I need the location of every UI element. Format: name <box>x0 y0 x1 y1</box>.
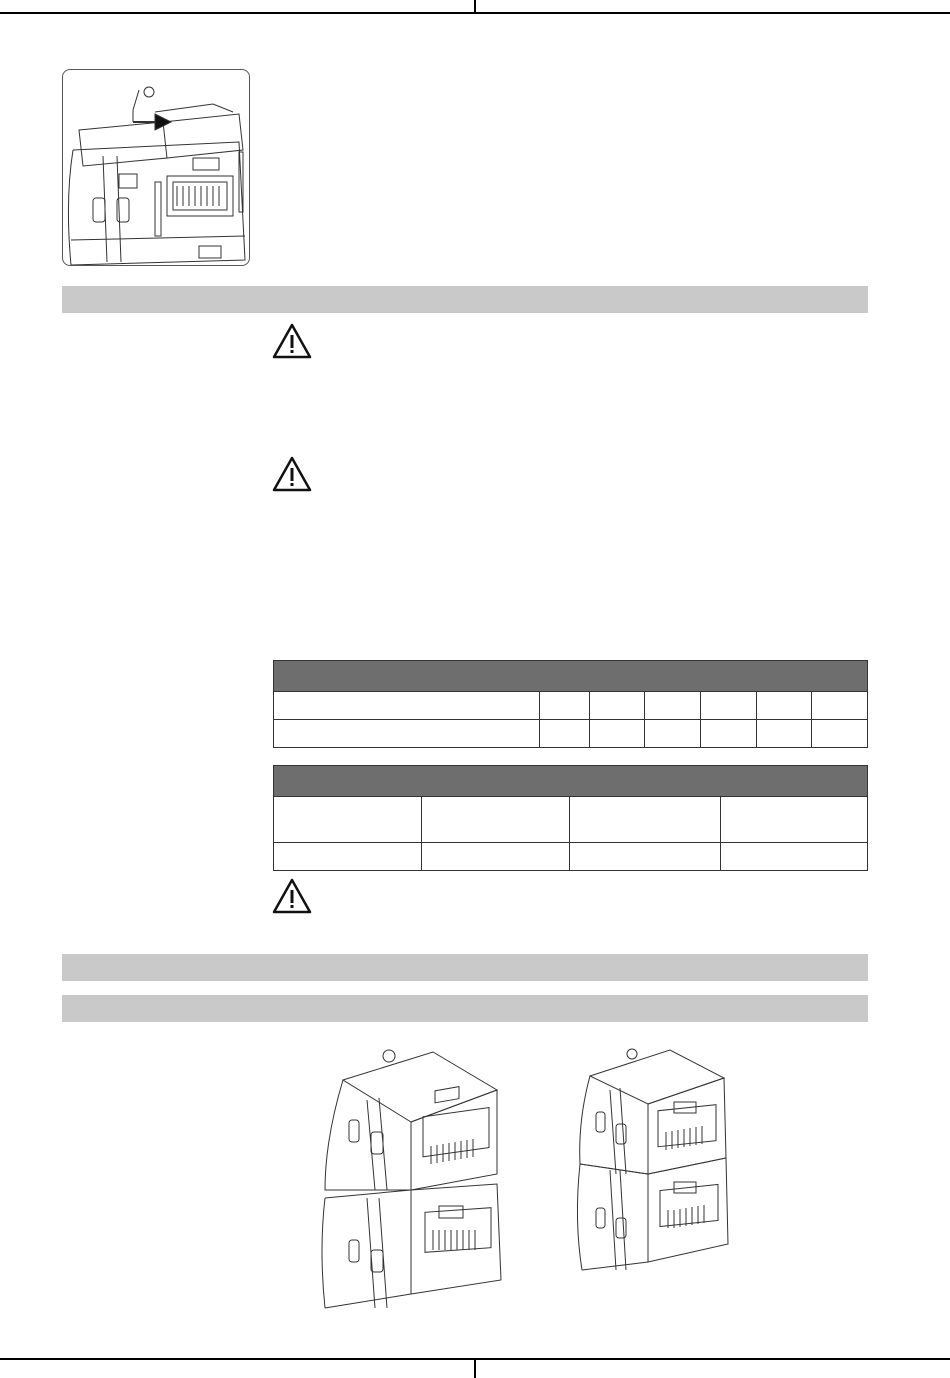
section-bar-2 <box>62 954 868 981</box>
warning-triangle-icon <box>272 456 312 492</box>
two-stacked-speakers-angled <box>315 1040 515 1320</box>
speaker-rigging-pin-illustration <box>63 70 249 265</box>
table-2 <box>273 765 868 871</box>
warning-triangle-icon <box>272 323 312 359</box>
table-1 <box>273 660 868 748</box>
table-row <box>274 797 868 843</box>
section-bar-1 <box>62 286 868 313</box>
bottom-rule-mark <box>474 1358 476 1378</box>
section-bar-3 <box>62 995 868 1022</box>
top-figure <box>62 69 250 266</box>
table-2-header <box>274 766 868 797</box>
warning-triangle-icon <box>272 878 312 914</box>
top-rule-mark <box>474 0 476 14</box>
table-row <box>274 843 868 871</box>
two-stacked-speakers-straight <box>570 1040 740 1280</box>
table-row <box>274 692 868 720</box>
table-1-header <box>274 661 868 692</box>
table-row <box>274 720 868 748</box>
